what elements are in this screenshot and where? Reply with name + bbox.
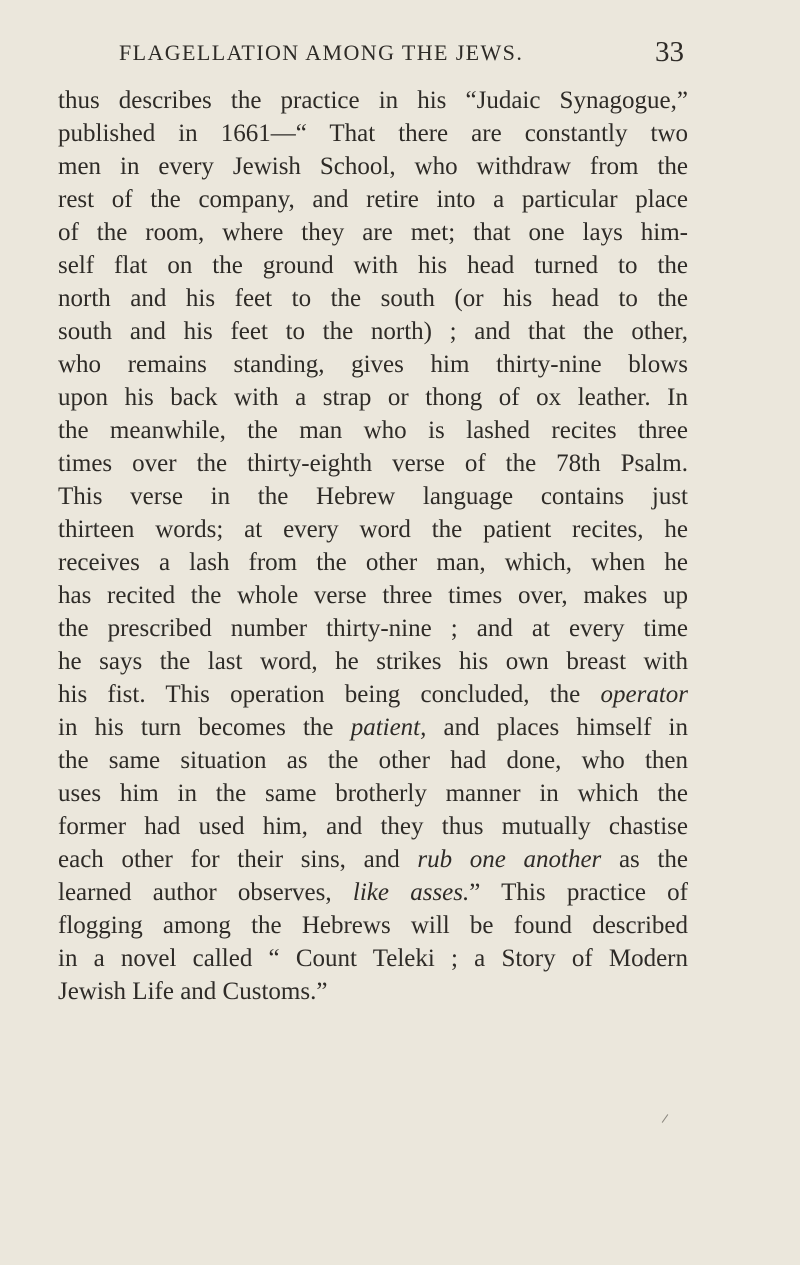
text-line-17: the prescribed number thirty-nine ; and at every time <box>58 615 688 642</box>
text-line-2: published in 1661—“ That there are constantly two <box>58 120 688 147</box>
text-line-25 <box>58 876 688 909</box>
text-line-13: This verse in the Hebrew language contains just <box>58 483 688 510</box>
text-line-20 <box>58 711 688 744</box>
line-25-text-end: ” This practice of <box>469 879 688 906</box>
text-line-11: the meanwhile, the man who is lashed recites three <box>58 417 688 444</box>
line-24-text-start: each other for their sins, and <box>58 846 418 873</box>
text-line-26: flogging among the Hebrews will be found described <box>58 912 688 939</box>
text-line-24 <box>58 843 688 876</box>
italic-rub-one-another: rub one another <box>417 846 602 873</box>
text-line-14: thirteen words; at every word the patient recites, he <box>58 516 688 543</box>
line-24-text-end: as the <box>601 846 688 873</box>
text-line-6: self flat on the ground with his head turned to the <box>58 252 688 279</box>
text-line-3: men in every Jewish School, who withdraw from the <box>58 153 688 180</box>
text-line-15: receives a lash from the other man, which, when he <box>58 549 688 576</box>
line-20-text-start: in his turn becomes the <box>58 714 351 741</box>
text-line-10: upon his back with a strap or thong of ox leather. In <box>58 384 688 411</box>
page-number: 33 <box>655 36 684 68</box>
running-header <box>119 36 684 70</box>
text-line-5: of the room, where they are met; that one lays him- <box>58 219 688 246</box>
text-line-12: times over the thirty-eighth verse of the 78th Psalm. <box>58 450 688 477</box>
text-line-9: who remains standing, gives him thirty-nine blows <box>58 351 688 378</box>
running-title: FLAGELLATION AMONG THE JEWS. <box>119 40 524 65</box>
stray-pencil-mark <box>662 1114 669 1123</box>
body-text <box>58 84 688 1008</box>
italic-like-asses: like asses. <box>352 879 470 906</box>
text-line-1: thus describes the practice in his “Judaic Synagogue,” <box>58 87 688 114</box>
line-25-text-start: learned author observes, <box>58 879 353 906</box>
text-line-4: rest of the company, and retire into a particular place <box>58 186 688 213</box>
text-line-21: the same situation as the other had done, who then <box>58 747 688 774</box>
text-line-27: in a novel called “ Count Teleki ; a Story of Modern <box>58 945 688 972</box>
text-line-18: he says the last word, he strikes his own breast with <box>58 648 688 675</box>
italic-operator: operator <box>600 681 688 708</box>
line-19-text: his fist. This operation being concluded, the <box>58 681 601 708</box>
text-line-22: uses him in the same brotherly manner in which the <box>58 780 688 807</box>
text-line-16: has recited the whole verse three times over, makes up <box>58 582 688 609</box>
italic-patient: patient, <box>350 714 427 741</box>
text-line-28: Jewish Life and Customs.” <box>58 978 328 1005</box>
text-line-7: north and his feet to the south (or his head to the <box>58 285 688 312</box>
text-line-23: former had used him, and they thus mutually chastise <box>58 813 688 840</box>
text-line-19 <box>58 678 688 711</box>
line-20-text-end: and places himself in <box>426 714 688 741</box>
text-line-8: south and his feet to the north) ; and that the other, <box>58 318 688 345</box>
